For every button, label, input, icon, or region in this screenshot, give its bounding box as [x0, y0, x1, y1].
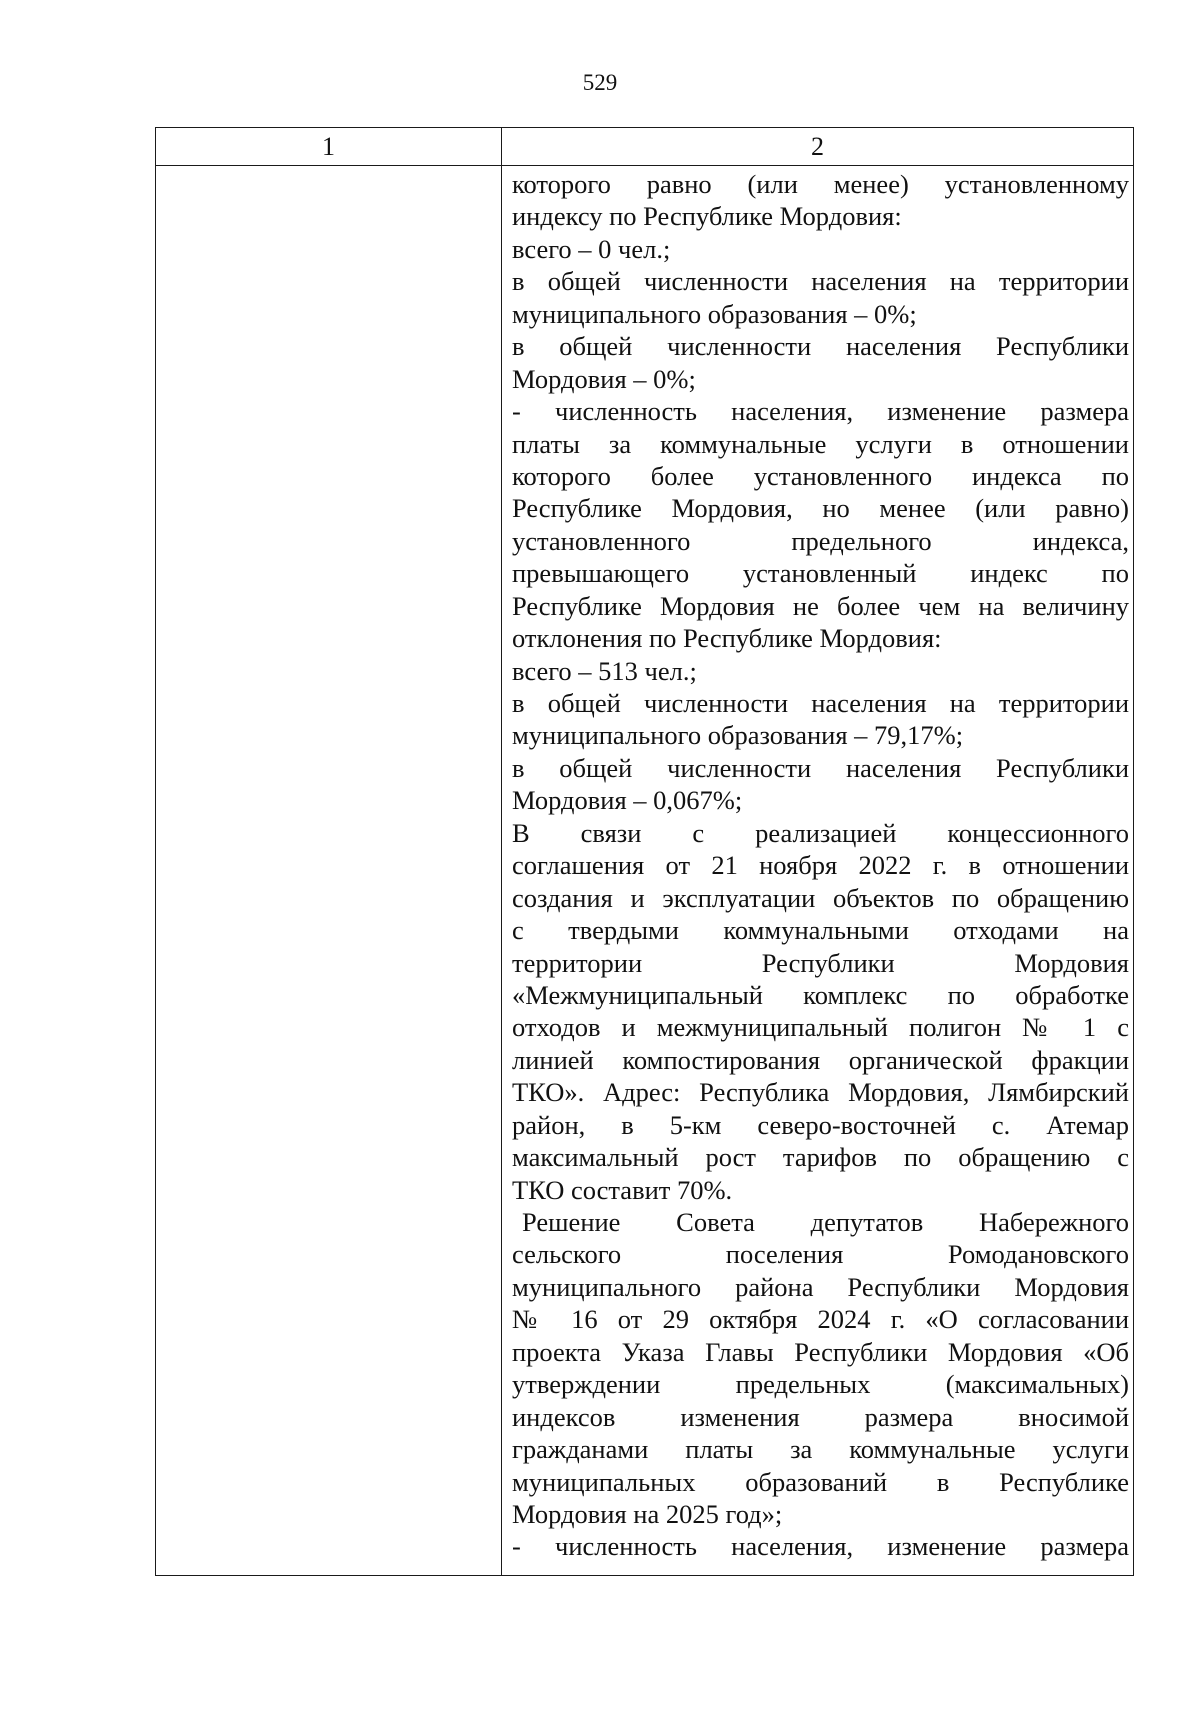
text-line: отклонения по Республике Мордовия:: [512, 623, 942, 654]
text-line: сельского поселения Ромодановского: [512, 1239, 1129, 1270]
text-line: Мордовия – 0,067%;: [512, 785, 743, 816]
column-2-cell: [502, 166, 1134, 1576]
page-number: 529: [582, 70, 618, 95]
text-line: Республике Мордовия, но менее (или равно): [512, 493, 1129, 524]
text-line: в общей численности населения Республики: [512, 752, 1129, 783]
text-line: в общей численности населения на территории: [512, 266, 1129, 297]
text-line: максимальный рост тарифов по обращению с: [512, 1142, 1129, 1173]
text-line: всего – 0 чел.;: [512, 233, 671, 264]
text-line: установленного предельного индекса,: [512, 525, 1129, 556]
text-line: ТКО составит 70%.: [512, 1174, 733, 1205]
text-line: Мордовия – 0%;: [512, 363, 696, 394]
text-line: муниципальных образований в Республике: [512, 1466, 1129, 1497]
text-line: район, в 5-км северо-восточней с. Атемар: [512, 1109, 1129, 1140]
text-line: которого равно (или менее) установленному: [512, 169, 1129, 199]
column-header-2: 2: [502, 128, 1134, 166]
text-line: В связи с реализацией концессионного: [512, 817, 1129, 848]
text-line: в общей численности населения Республики: [512, 331, 1129, 362]
text-line: Мордовия на 2025 год»;: [512, 1498, 783, 1529]
text-line: линией компостирования органической фракции: [512, 1044, 1129, 1075]
text-line: индексов изменения размера вносимой: [512, 1401, 1129, 1432]
text-line: - численность населения, изменение размера: [512, 1531, 1129, 1562]
text-line: утверждении предельных (максимальных): [512, 1369, 1129, 1400]
text-line: муниципального района Республики Мордовия: [512, 1271, 1129, 1302]
text-line: отходов и межмуниципальный полигон № 1 с: [512, 1012, 1129, 1043]
column-header-1: 1: [156, 128, 502, 166]
text-line: ТКО». Адрес: Республика Мордовия, Лямбирский: [512, 1077, 1129, 1108]
text-line: с твердыми коммунальными отходами на: [512, 915, 1129, 946]
text-line: которого более установленного индекса по: [512, 460, 1129, 491]
text-line: муниципального образования – 79,17%;: [512, 720, 964, 751]
text-line: «Межмуниципальный комплекс по обработке: [512, 979, 1129, 1010]
document-table: [155, 127, 1134, 1576]
text-line: соглашения от 21 ноября 2022 г. в отношении: [512, 850, 1129, 881]
text-line: индексу по Республике Мордовия:: [512, 201, 902, 232]
text-line: - численность населения, изменение размера: [512, 396, 1129, 427]
text-line: создания и эксплуатации объектов по обращению: [512, 882, 1129, 913]
text-line: Республике Мордовия не более чем на величину: [512, 590, 1129, 621]
text-line: проекта Указа Главы Республики Мордовия «Об: [512, 1336, 1129, 1367]
text-line: № 16 от 29 октября 2024 г. «О согласовании: [512, 1304, 1129, 1335]
text-line: платы за коммунальные услуги в отношении: [512, 428, 1129, 459]
text-line: всего – 513 чел.;: [512, 655, 697, 686]
table-row: [156, 166, 1134, 1576]
column-2-text: [512, 168, 1129, 1563]
text-line: в общей численности населения на территории: [512, 688, 1129, 718]
column-1-cell: [156, 166, 502, 1576]
table-header-row: [156, 128, 1134, 166]
text-line: муниципального образования – 0%;: [512, 298, 917, 329]
text-line: территории Республики Мордовия: [512, 947, 1129, 978]
text-line: превышающего установленный индекс по: [512, 558, 1129, 589]
text-line: гражданами платы за коммунальные услуги: [512, 1434, 1129, 1465]
text-line: Решение Совета депутатов Набережного: [522, 1207, 1129, 1237]
